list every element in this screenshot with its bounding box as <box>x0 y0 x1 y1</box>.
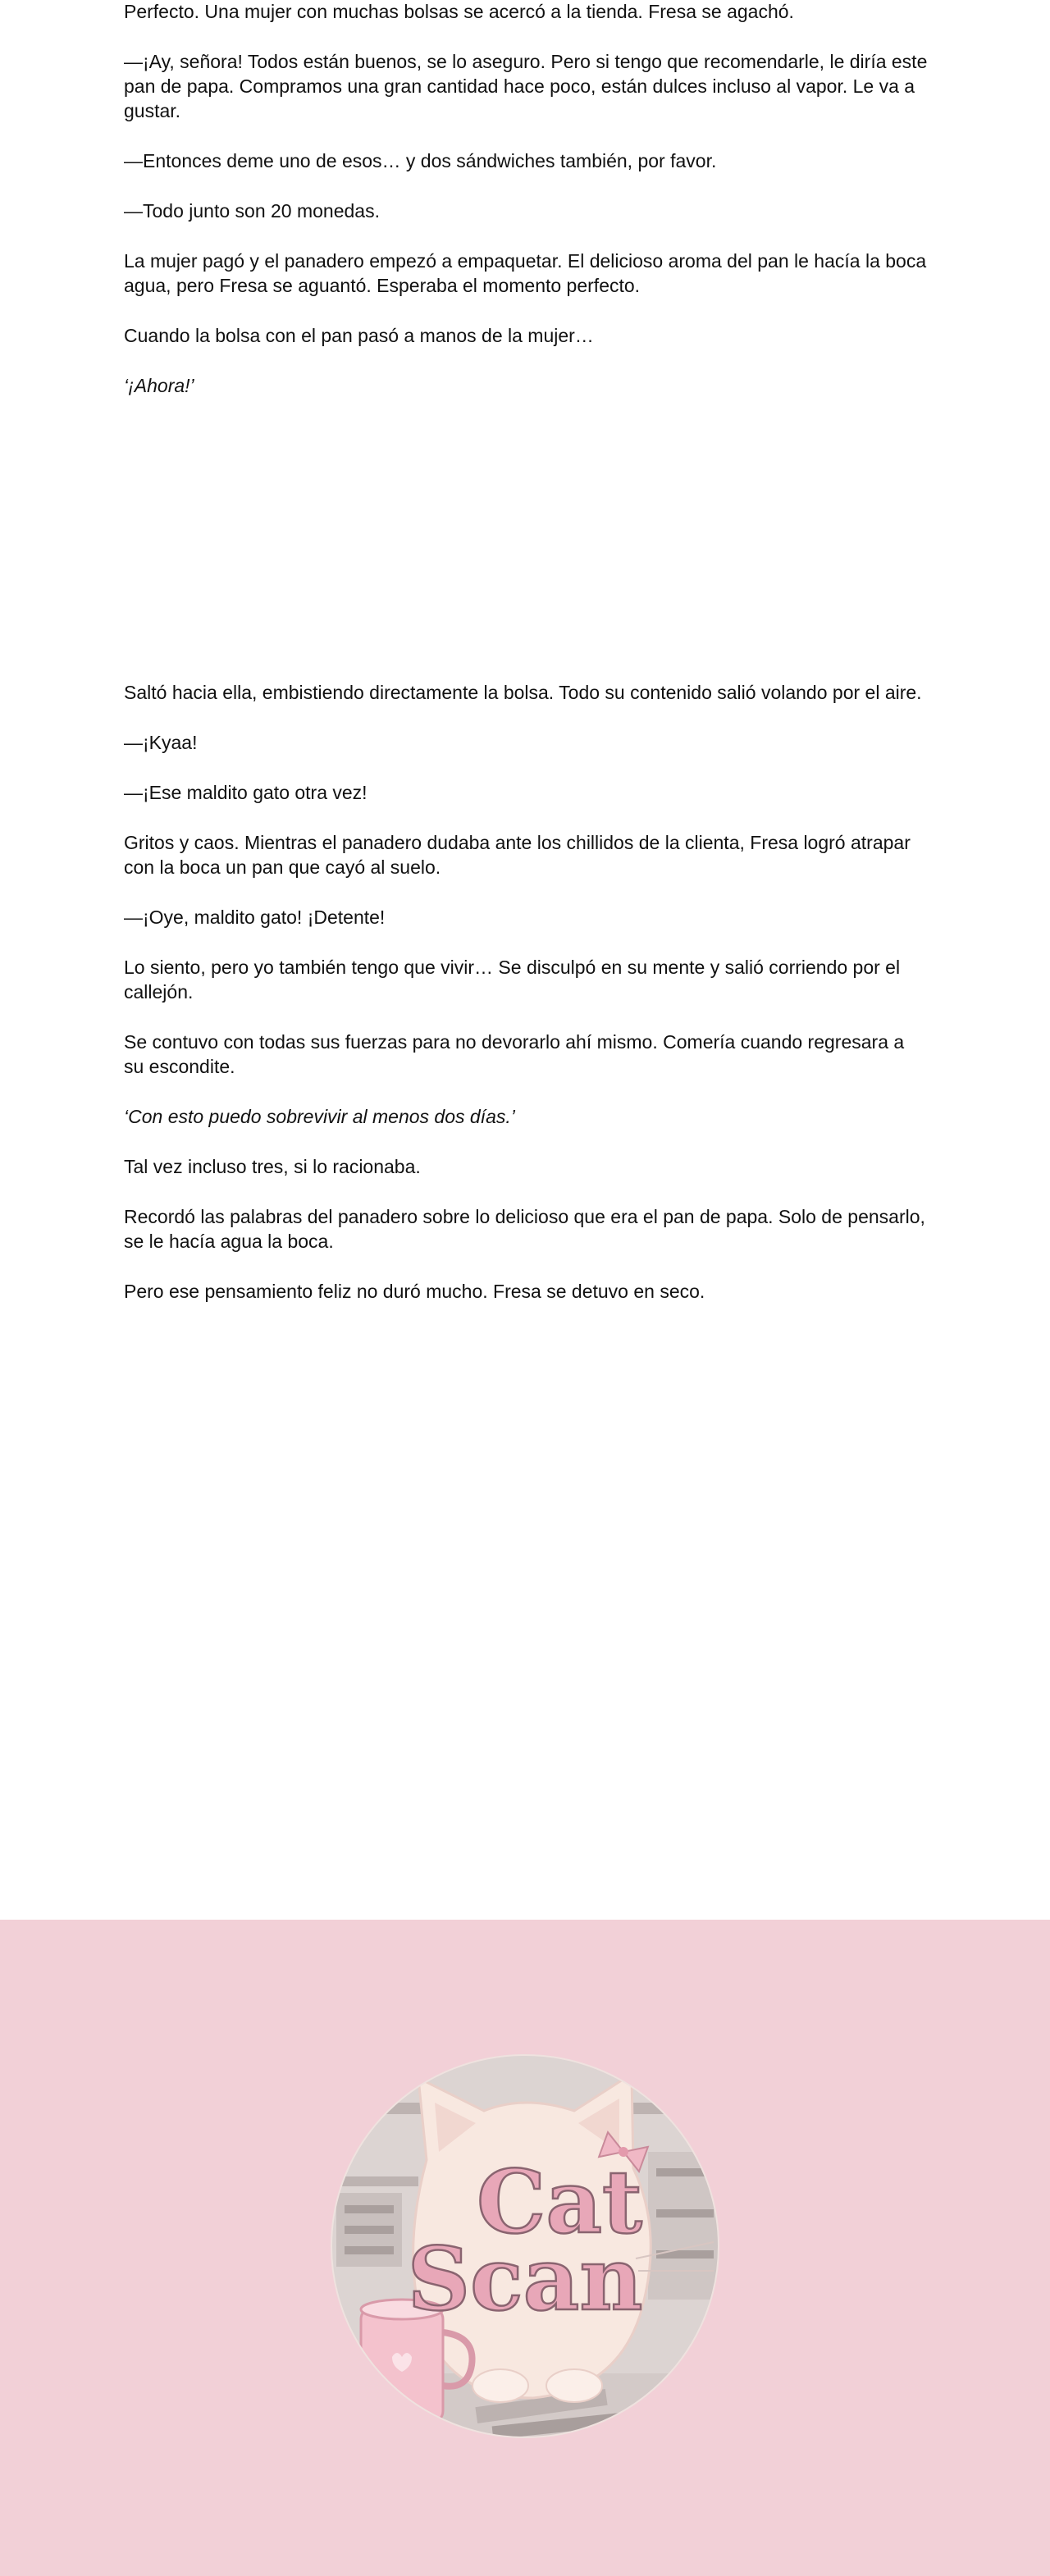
story-paragraph: La mujer pagó y el panadero empezó a empaquetar. El delicioso aroma del pan le hacía la boca agua, pero Fresa se aguantó. Esperaba el momento perfecto. <box>124 250 927 296</box>
story-paragraph: Perfecto. Una mujer con muchas bolsas se acercó a la tienda. Fresa se agachó. <box>124 1 794 22</box>
story-paragraph: —¡Ay, señora! Todos están buenos, se lo aseguro. Pero si tengo que recomendarle, le diría este pan de papa. Compramos una gran cantidad hace poco, están dulces incluso al vapor. Le va a gustar. <box>124 51 928 121</box>
story-paragraph: Saltó hacia ella, embistiendo directamente la bolsa. Todo su contenido salió volando por el aire. <box>124 682 922 703</box>
story-paragraph: Lo siento, pero yo también tengo que vivir… Se disculpó en su mente y salió corriendo por el callejón. <box>124 957 901 1003</box>
story-paragraph: Tal vez incluso tres, si lo racionaba. <box>124 1156 421 1177</box>
story-paragraph: —¡Oye, maldito gato! ¡Detente! <box>124 907 386 928</box>
story-paragraph: —¡Kyaa! <box>124 732 198 753</box>
story-paragraph: Recordó las palabras del panadero sobre lo delicioso que era el pan de papa. Solo de pensarlo, se le hacía agua la boca. <box>124 1206 925 1252</box>
story-paragraph: —Todo junto son 20 monedas. <box>124 200 380 222</box>
story-paragraph: Pero ese pensamiento feliz no duró mucho. Fresa se detuvo en seco. <box>124 1281 705 1302</box>
story-paragraph: —Entonces deme uno de esos… y dos sándwiches también, por favor. <box>124 150 717 171</box>
logo-line-scan: Scan <box>407 2227 643 2330</box>
cat-scan-logo-icon <box>328 2053 722 2439</box>
cat-scan-logo[interactable] <box>328 2053 722 2439</box>
story-text-block-2 <box>124 680 928 1329</box>
story-paragraph: Cuando la bolsa con el pan pasó a manos de la mujer… <box>124 325 594 346</box>
story-paragraph: ‘¡Ahora!’ <box>124 375 194 396</box>
story-paragraph: Se contuvo con todas sus fuerzas para no devorarlo ahí mismo. Comería cuando regresara a su escondite. <box>124 1031 905 1077</box>
logo-line-cat: Cat <box>476 2150 643 2253</box>
story-paragraph: ‘Con esto puedo sobrevivir al menos dos días.’ <box>124 1106 515 1127</box>
story-paragraph: —¡Ese maldito gato otra vez! <box>124 782 368 803</box>
story-text-block-1 <box>124 0 928 423</box>
story-paragraph: Gritos y caos. Mientras el panadero dudaba ante los chillidos de la clienta, Fresa logró atrapar con la boca un pan que cayó al suelo. <box>124 832 911 878</box>
